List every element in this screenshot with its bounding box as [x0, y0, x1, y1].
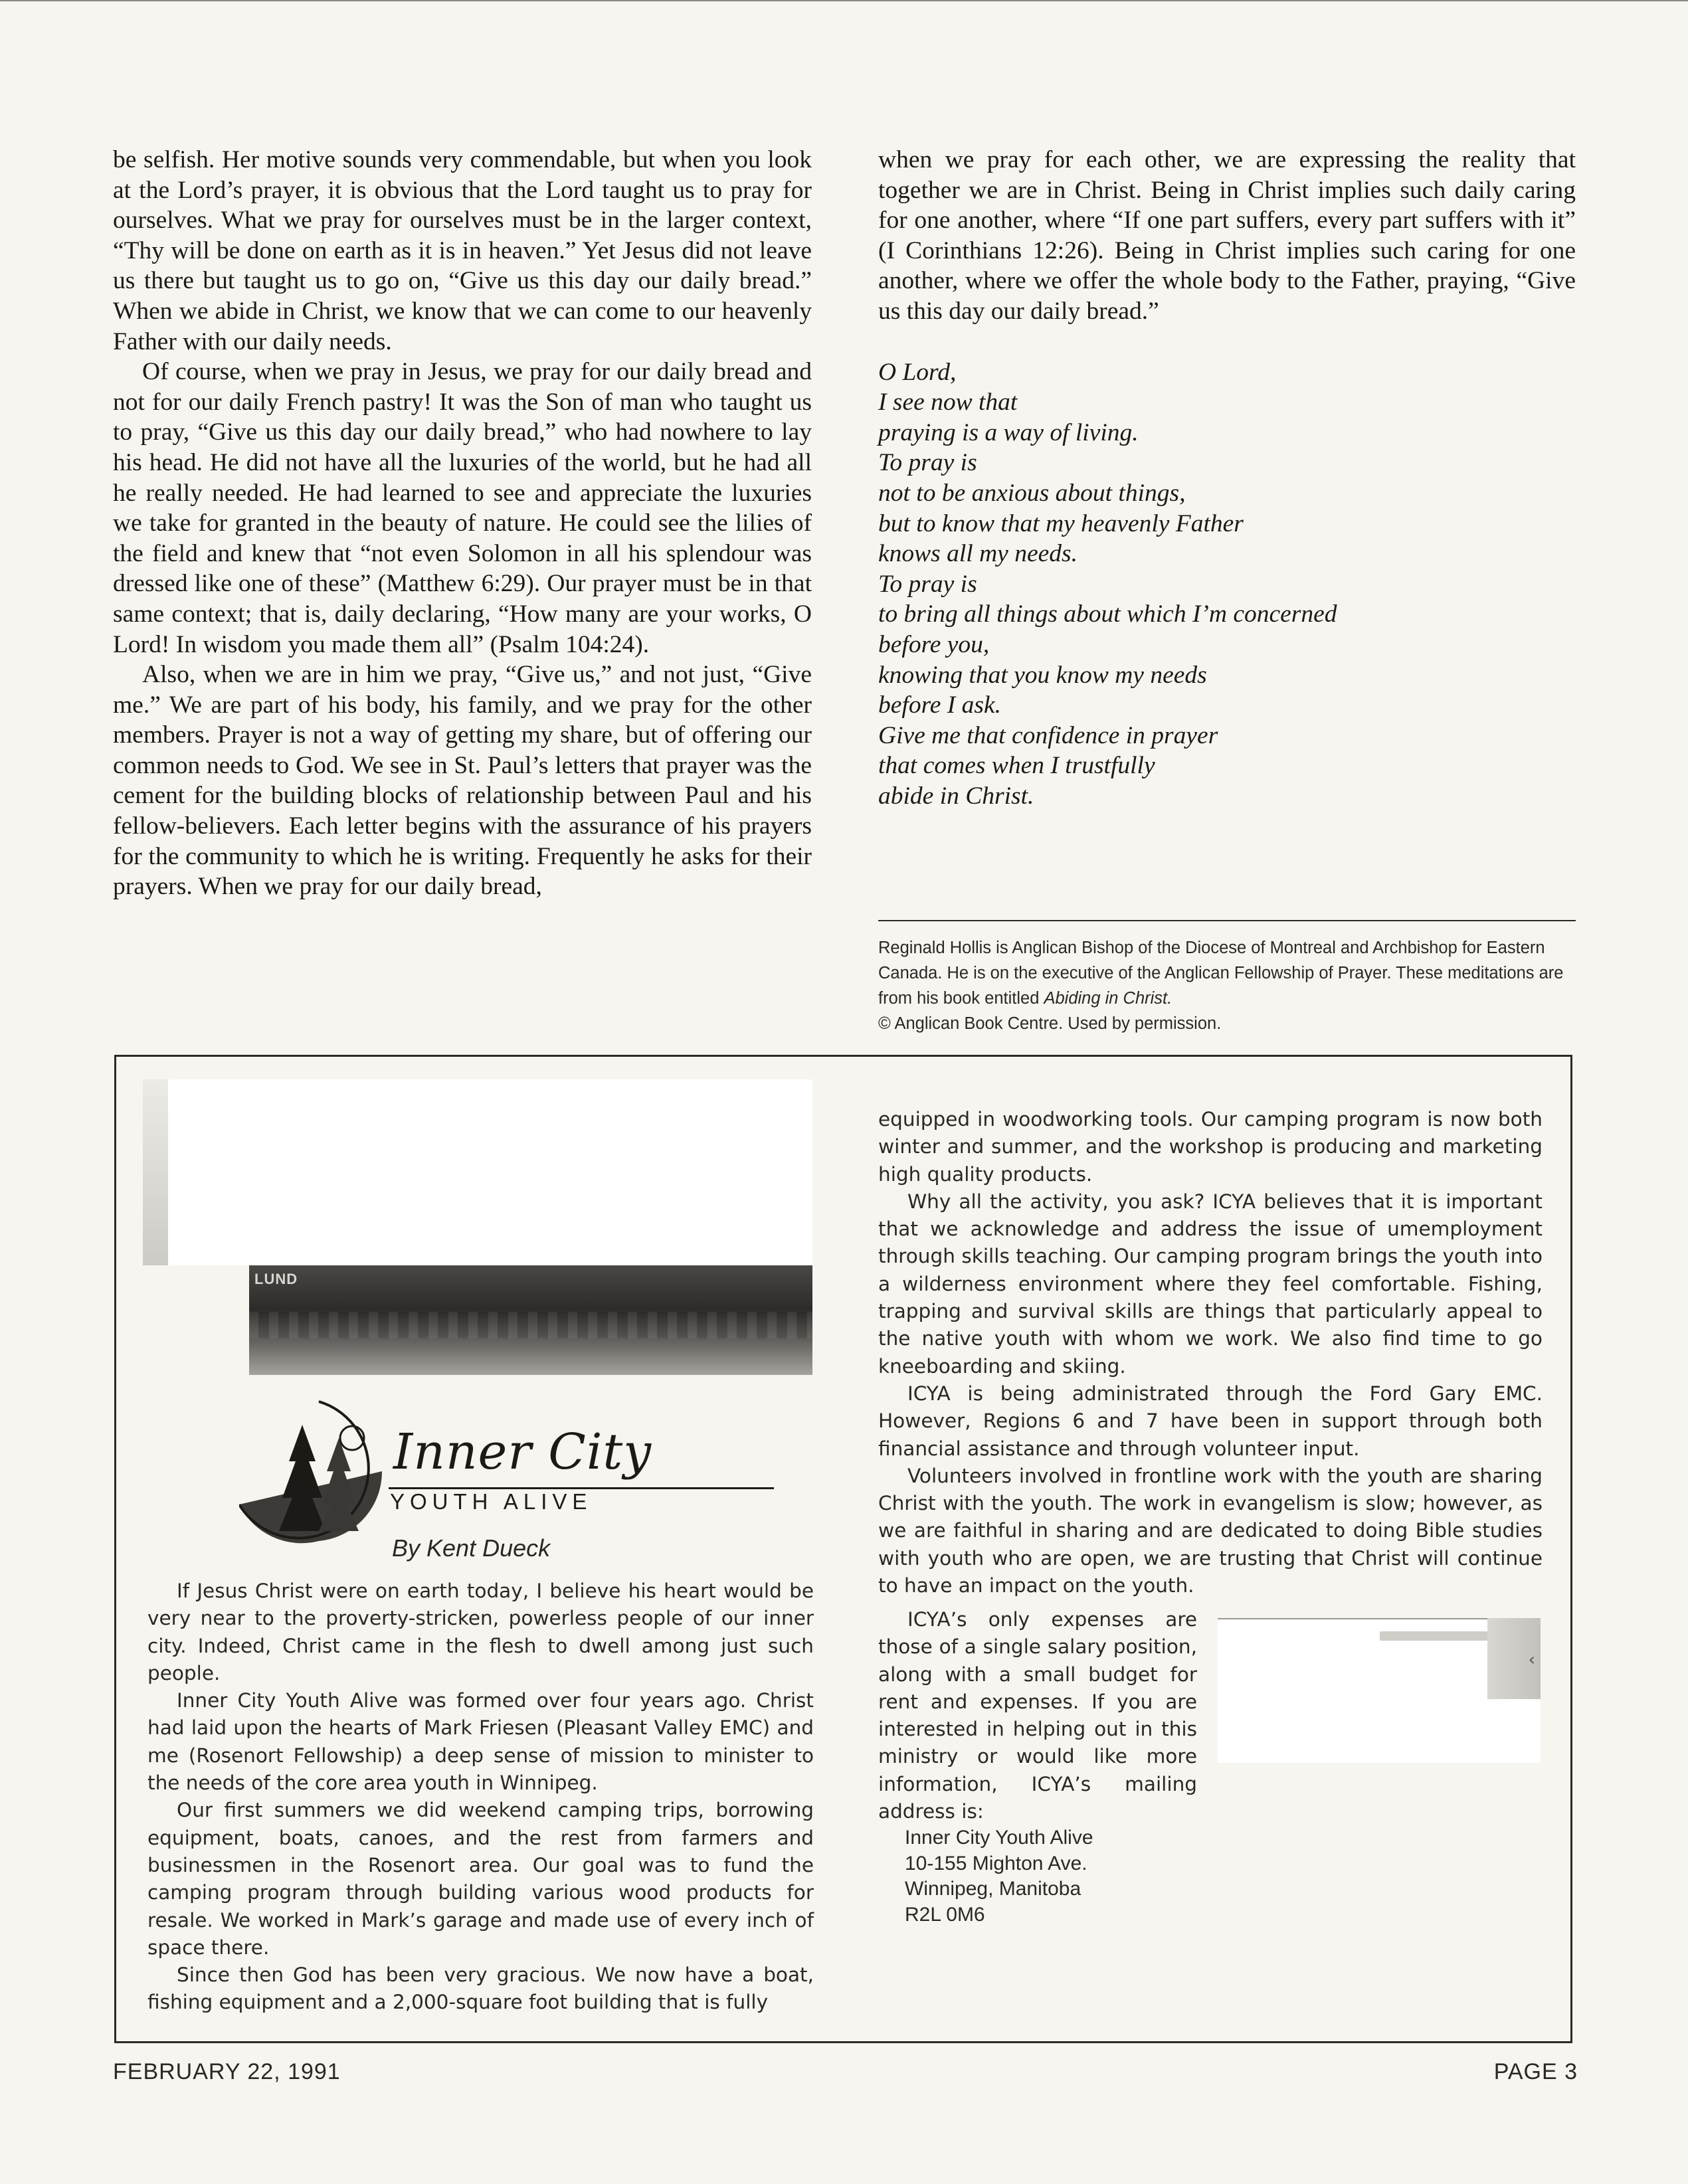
- inner-city-youth-alive-logo: [239, 1398, 771, 1544]
- address-line: 10-155 Mighton Ave.: [905, 1852, 1087, 1874]
- feature-paragraph: equipped in woodworking tools. Our camping program is now both winter and summer, and the workshop is producing and marketing high quality products.: [878, 1108, 1543, 1186]
- photo-gap: [143, 1265, 249, 1375]
- address-line: Winnipeg, Manitoba: [905, 1878, 1081, 1900]
- logo-script-text: Inner City: [393, 1423, 652, 1481]
- page-number: PAGE 3: [1493, 2059, 1578, 2084]
- photo-edge: [143, 1079, 168, 1285]
- poem-line: to bring all things about which I’m concerned: [878, 600, 1337, 628]
- poem-line: praying is a way of living.: [878, 418, 1139, 446]
- water-texture: [249, 1312, 812, 1338]
- secondary-photo: [1218, 1618, 1541, 1763]
- poem-line: To pray is: [878, 449, 977, 477]
- poem-line: abide in Christ.: [878, 782, 1034, 810]
- feature-paragraph: If Jesus Christ were on earth today, I believe his heart would be very near to the proverty-stricken, powerless people of our inner city. Indeed, Christ came in the flesh to dwell among just such people.: [147, 1580, 814, 1684]
- poem-line: but to know that my heavenly Father: [878, 509, 1244, 537]
- poem-line: before you,: [878, 630, 990, 658]
- poem-line: not to be anxious about things,: [878, 479, 1186, 507]
- poem-line: that comes when I trustfully: [878, 752, 1155, 780]
- feature-paragraph: Since then God has been very gracious. We now have a boat, fishing equipment and a 2,000-square foot building that is fully: [147, 1963, 814, 2014]
- boat-photo: [143, 1079, 812, 1375]
- feature-paragraph: Our first summers we did weekend camping trips, borrowing equipment, boats, canoes, and the rest from farmers and businessmen in the Rosenort area. Our goal was to fund the camping program through building various wood products for resale. We worked in Mark’s garage and made use of every inch of space there.: [147, 1799, 814, 1959]
- poem-line: O Lord,: [878, 358, 957, 386]
- article-paragraph: Also, when we are in him we pray, “Give us,” and not just, “Give me.” We are part of his body, his family, and we pray for the other members. Prayer is not a way of getting my share, but of offering our common needs to God. We see in St. Paul’s letters that prayer was the cement for the building blocks of relationship between Paul and his fellow-believers. Each letter begins with the assurance of his prayers for the community to which he is writing. Frequently he asks for their prayers. When we pray for our daily bread,: [113, 661, 812, 901]
- article-column-right: [878, 145, 1576, 811]
- mailing-address: [905, 1825, 1197, 1928]
- bio-book-title: Abiding in Christ.: [1044, 989, 1172, 1008]
- bio-credit: © Anglican Book Centre. Used by permission.: [878, 1014, 1222, 1033]
- prayer-poem: [878, 357, 1576, 812]
- feature-paragraph: ICYA is being administrated through the Ford Gary EMC. However, Regions 6 and 7 have been in support through both financial assistance and through volunteer input.: [878, 1382, 1543, 1460]
- feature-column-right: [878, 1106, 1543, 1599]
- chevron-left-icon: ‹: [1528, 1650, 1535, 1670]
- address-line: Inner City Youth Alive: [905, 1827, 1093, 1849]
- photo-blank-area: [143, 1079, 812, 1265]
- poem-line: I see now that: [878, 389, 1018, 416]
- feature-paragraph: Why all the activity, you ask? ICYA believes that it is important that we acknowledge and address the issue of umemployment through skills teaching. Our camping program brings the youth into a wilderness environment where they feel comfortable. Fishing, trapping and survival skills are things that particularly appeal to the native youth with whom we work. We also find time to go kneeboarding and skiing.: [878, 1190, 1543, 1378]
- feature-paragraph: Inner City Youth Alive was formed over four years ago. Christ had laid upon the hearts of Mark Friesen (Pleasant Valley EMC) and me (Rosenort Fellowship) a deep sense of mission to minister to the needs of the core area youth in Winnipeg.: [147, 1689, 814, 1795]
- poem-line: Give me that confidence in prayer: [878, 721, 1218, 749]
- feature-contact-column: [878, 1606, 1197, 1928]
- feature-column-left: [147, 1578, 814, 2017]
- poem-line: knowing that you know my needs: [878, 661, 1207, 689]
- bio-text: Reginald Hollis is Anglican Bishop of the Diocese of Montreal and Archbishop for Eastern Canada. He is on the executive of the Anglican Fellowship of Prayer. These meditations are from his book entitled: [878, 939, 1564, 1008]
- trees-emblem-icon: [239, 1398, 392, 1544]
- poem-line: knows all my needs.: [878, 540, 1078, 568]
- author-bio: [878, 935, 1576, 1036]
- article-column-left: [113, 145, 812, 902]
- footer-date: FEBRUARY 22, 1991: [113, 2059, 341, 2084]
- article-paragraph: when we pray for each other, we are expressing the reality that together we are in Christ. Being in Christ implies such daily caring for one another, where “If one part suffers, every part suffers with it” (I Corinthians 12:26). Being in Christ implies such caring for one another, where we offer the whole body to the Father, praying, “Give us this day our daily bread.”: [878, 146, 1576, 325]
- logo-subtitle: YOUTH ALIVE: [390, 1489, 593, 1514]
- bio-divider: [878, 920, 1576, 921]
- top-rule: [0, 0, 1688, 1]
- feature-paragraph: ICYA’s only expenses are those of a single salary position, along with a small budget for rent and expenses. If you are interested in helping out in this ministry or would like more information, ICYA’s mailing address is:: [878, 1608, 1197, 1823]
- article-paragraph: Of course, when we pray in Jesus, we pray for our daily bread and not for our daily French pastry! It was the Son of man who taught us to pray, “Give us this day our daily bread,” who had nowhere to lay his head. He did not have all the luxuries of the world, but he had all he really needed. He had learned to see and appreciate the luxuries we take for granted in the beauty of nature. He could see the lilies of the field and knew that “not even Solomon in all his splendour was dressed like one of these” (Matthew 6:29). Our prayer must be in that same context; that is, daily declaring, “How many are your works, O Lord! In wisdom you made them all” (Psalm 104:24).: [113, 358, 812, 658]
- poem-line: To pray is: [878, 570, 977, 598]
- feature-paragraph: Volunteers involved in frontline work with the youth are sharing Christ with the youth. The work in evangelism is slow; however, as we are faithful in sharing and are dedicated to doing Bible studies with youth who are open, we are trusting that Christ will continue to have an impact on the youth.: [878, 1464, 1543, 1597]
- article-paragraph: be selfish. Her motive sounds very commendable, but when you look at the Lord’s prayer, it is obvious that the Lord taught us to pray for ourselves. What we pray for ourselves must be in the larger context, “Thy will be done on earth as it is in heaven.” Yet Jesus did not leave us there but taught us to go on, “Give us this day our daily bread.” When we abide in Christ, we know that we can come to our heavenly Father with our daily needs.: [113, 146, 812, 355]
- poem-line: before I ask.: [878, 691, 1002, 719]
- address-line: R2L 0M6: [905, 1903, 985, 1926]
- boat-brand-label: LUND: [254, 1271, 298, 1287]
- byline: By Kent Dueck: [392, 1534, 551, 1562]
